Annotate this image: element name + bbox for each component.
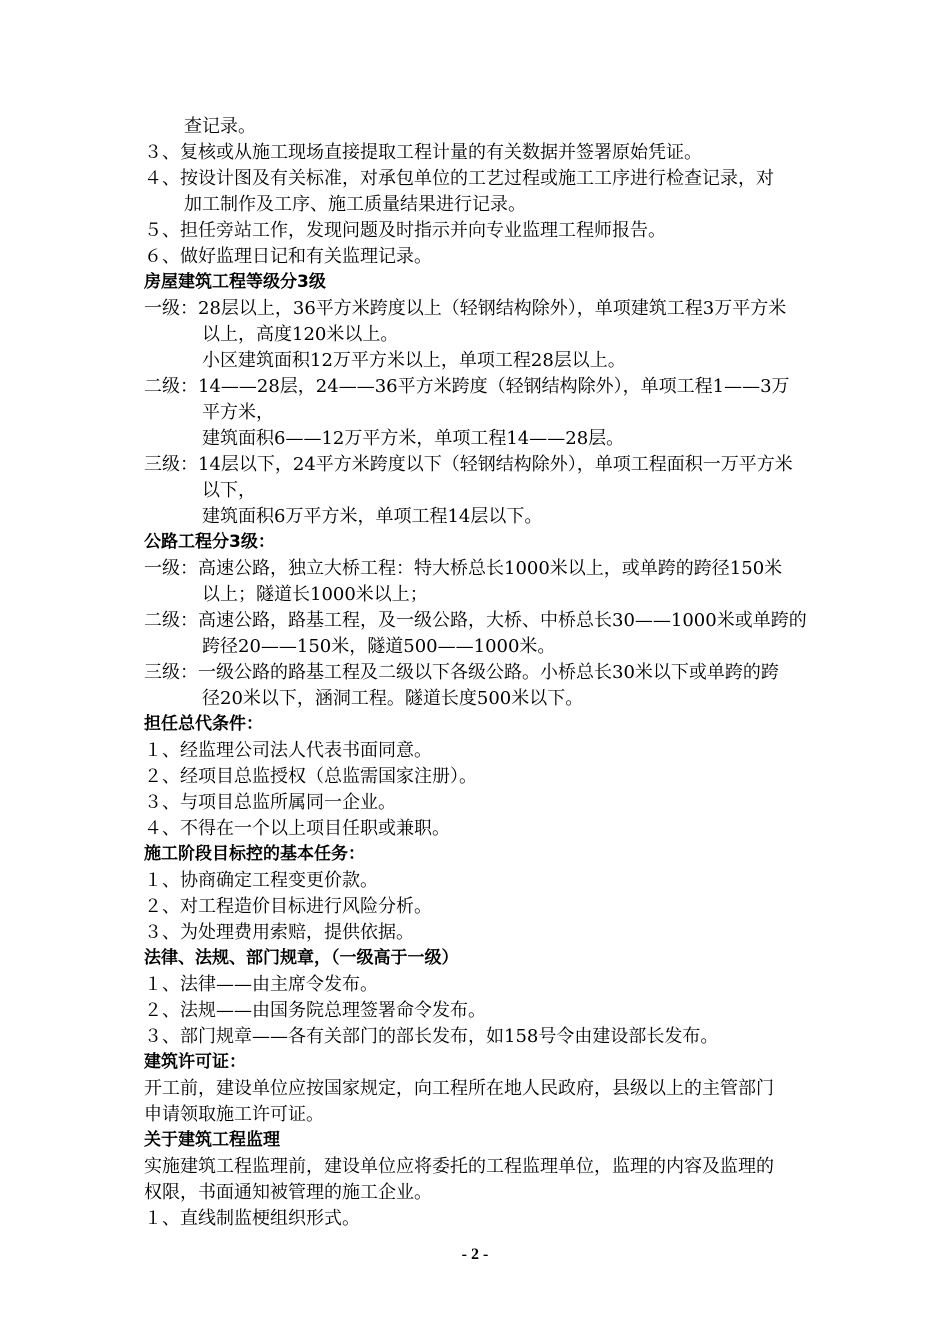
- text-line: 申请领取施工许可证。: [144, 1104, 324, 1125]
- text-line: 以下，: [202, 480, 256, 501]
- text-line: 平方米，: [202, 402, 274, 423]
- text-line: 建筑面积6万平方米，单项工程14层以下。: [202, 506, 543, 527]
- section-heading: 法律、法规、部门规章，（一级高于一级）: [144, 948, 459, 968]
- text-line: １、法律——由主席令发布。: [144, 974, 378, 995]
- text-line: １、协商确定工程变更价款。: [144, 870, 378, 891]
- text-line: 权限，书面通知被管理的施工企业。: [144, 1182, 432, 1203]
- section-heading: 关于建筑工程监理: [144, 1130, 280, 1150]
- text-line: ２、对工程造价目标进行风险分析。: [144, 896, 432, 917]
- text-line: 跨径20——150米，隧道500——1000米。: [202, 636, 556, 657]
- text-line: 开工前，建设单位应按国家规定，向工程所在地人民政府，县级以上的主管部门: [144, 1078, 774, 1099]
- section-heading: 施工阶段目标控的基本任务：: [144, 844, 365, 864]
- text-line: ３、复核或从施工现场直接提取工程计量的有关数据并签署原始凭证。: [144, 142, 702, 163]
- text-line: 一级：28层以上，36平方米跨度以上（轻钢结构除外），单项建筑工程3万平方米: [144, 298, 787, 319]
- section-heading: 公路工程分3级：: [144, 532, 275, 552]
- text-line: ３、部门规章——各有关部门的部长发布，如158号令由建设部长发布。: [144, 1026, 719, 1047]
- text-line: 实施建筑工程监理前，建设单位应将委托的工程监理单位，监理的内容及监理的: [144, 1156, 774, 1177]
- text-line: 查记录。: [184, 116, 256, 137]
- section-heading: 房屋建筑工程等级分3级: [144, 272, 326, 292]
- text-line: ３、为处理费用索赔，提供依据。: [144, 922, 414, 943]
- text-line: ２、法规——由国务院总理签署命令发布。: [144, 1000, 486, 1021]
- text-line: 一级：高速公路，独立大桥工程：特大桥总长1000米以上，或单跨的跨径150米: [144, 558, 783, 579]
- text-line: １、经监理公司法人代表书面同意。: [144, 740, 432, 761]
- text-line: 以上；隧道长1000米以上；: [202, 584, 428, 605]
- text-line: ６、做好监理日记和有关监理记录。: [144, 246, 432, 267]
- text-line: ２、经项目总监授权（总监需国家注册）。: [144, 766, 477, 787]
- text-line: 以上，高度120米以上。: [202, 324, 399, 345]
- section-heading: 担任总代条件：: [144, 714, 263, 734]
- text-line: 建筑面积6——12万平方米，单项工程14——28层。: [202, 428, 625, 449]
- text-line: ３、与项目总监所属同一企业。: [144, 792, 396, 813]
- text-line: 三级：一级公路的路基工程及二级以下各级公路。小桥总长30米以下或单跨的跨: [144, 662, 779, 683]
- text-line: １、直线制监梗组织形式。: [144, 1208, 360, 1229]
- text-line: 小区建筑面积12万平方米以上，单项工程28层以上。: [202, 350, 626, 371]
- text-line: ５、担任旁站工作，发现问题及时指示并向专业监理工程师报告。: [144, 220, 666, 241]
- text-line: 径20米以下，涵洞工程。隧道长度500米以下。: [202, 688, 584, 709]
- page-number: - 2 -: [461, 1246, 489, 1263]
- section-heading: 建筑许可证：: [144, 1052, 246, 1072]
- text-line: ４、按设计图及有关标准，对承包单位的工艺过程或施工工序进行检查记录，对: [144, 168, 774, 189]
- text-line: ４、不得在一个以上项目任职或兼职。: [144, 818, 450, 839]
- text-line: 二级：14——28层，24——36平方米跨度（轻钢结构除外），单项工程1——3万: [144, 376, 790, 397]
- text-line: 三级：14层以下，24平方米跨度以下（轻钢结构除外），单项工程面积一万平方米: [144, 454, 793, 475]
- text-line: 二级：高速公路，路基工程，及一级公路，大桥、中桥总长30——1000米或单跨的: [144, 610, 807, 631]
- text-line: 加工制作及工序、施工质量结果进行记录。: [184, 194, 526, 215]
